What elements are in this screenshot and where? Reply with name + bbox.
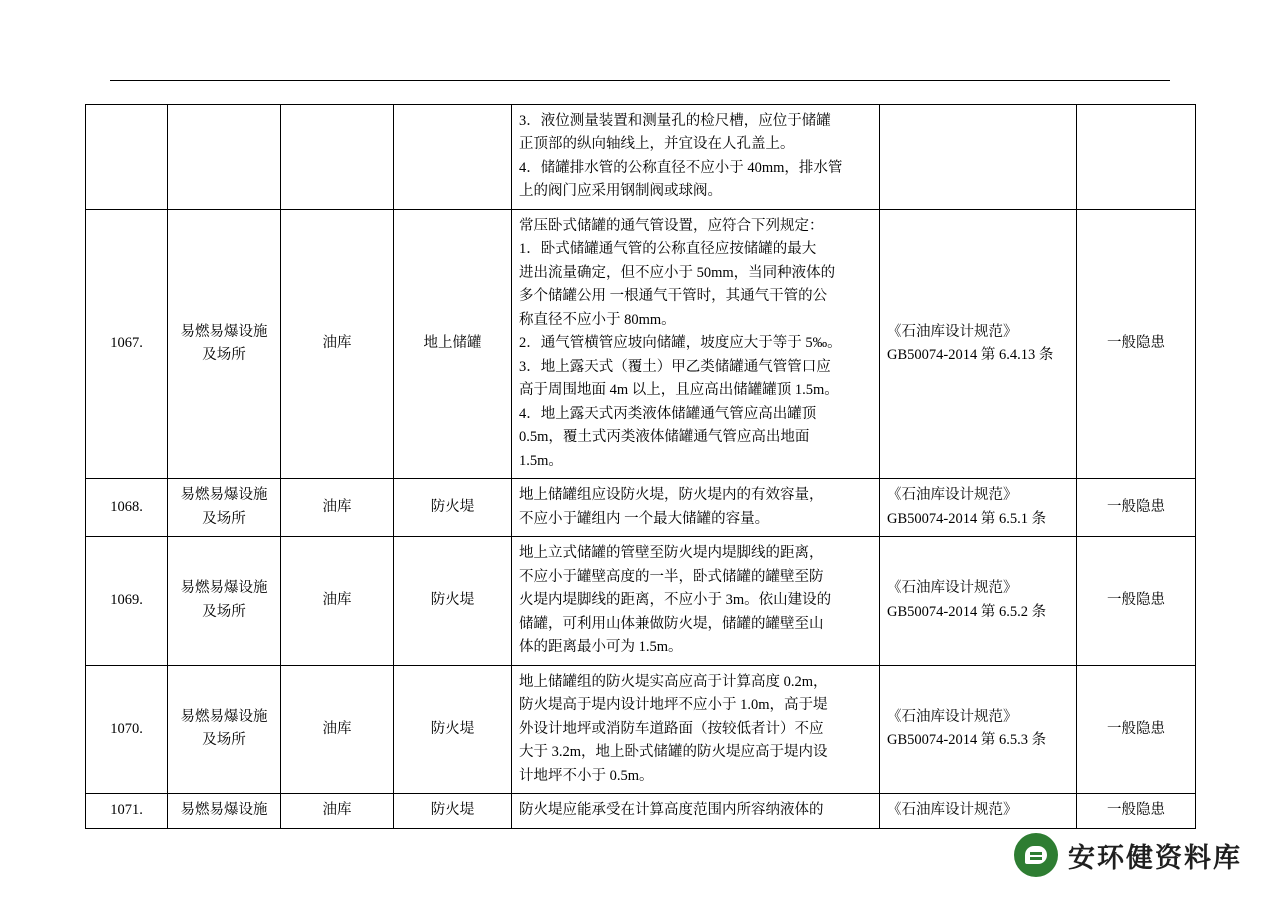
cell-reference	[880, 537, 1077, 665]
description-line: 地上储罐组的防火堤实高应高于计算高度 0.2m，	[519, 673, 828, 690]
category-line: 易燃易爆设施	[180, 708, 268, 725]
description-line: 外设计地坪或消防车道路面（按较低者计）不应	[519, 720, 824, 737]
cell-number: 1067.	[86, 209, 168, 478]
table-row	[86, 537, 1196, 665]
table-row	[86, 794, 1196, 828]
category-line: 及场所	[202, 510, 246, 527]
cell-description	[512, 665, 880, 793]
cell-level: 一般隐患	[1077, 665, 1196, 793]
reference-line: GB50074-2014 第 6.5.1 条	[887, 510, 1047, 527]
description-line: 上的阀门应采用钢制阀或球阀。	[519, 183, 722, 200]
cell-reference	[880, 665, 1077, 793]
watermark	[1014, 833, 1242, 877]
description-line: 火堤内堤脚线的距离，不应小于 3m。依山建设的	[519, 592, 832, 609]
watermark-label: 安环健资料库	[1068, 842, 1242, 873]
description-line: 称直径不应小于 80mm。	[519, 311, 676, 328]
cell-object: 防火堤	[394, 794, 512, 828]
description-line: 1．卧式储罐通气管的公称直径应按储罐的最大	[519, 241, 817, 258]
category-line: 及场所	[202, 603, 246, 620]
reference-line: 《石油库设计规范》	[887, 708, 1018, 725]
description-line: 进出流量确定，但不应小于 50mm，当同种液体的	[519, 264, 836, 281]
description-line: 大于 3.2m，地上卧式储罐的防火堤应高于堤内设	[519, 744, 828, 761]
cell-category	[168, 794, 281, 828]
cell-reference	[880, 105, 1077, 210]
cell-number: 1068.	[86, 479, 168, 537]
cell-object	[394, 105, 512, 210]
description-line: 储罐，可利用山体兼做防火堤，储罐的罐壁至山	[519, 615, 824, 632]
cell-object: 防火堤	[394, 479, 512, 537]
cell-reference	[880, 479, 1077, 537]
cell-description	[512, 209, 880, 478]
description-line: 1.5m。	[519, 452, 563, 469]
shield-leaf-icon	[1014, 833, 1058, 877]
cell-category	[168, 537, 281, 665]
reference-line: 《石油库设计规范》	[887, 802, 1018, 819]
cell-place: 油库	[281, 794, 394, 828]
cell-level	[1077, 105, 1196, 210]
cell-place: 油库	[281, 479, 394, 537]
header-rule	[110, 80, 1170, 81]
cell-place: 油库	[281, 209, 394, 478]
cell-number: 1070.	[86, 665, 168, 793]
cell-number: 1069.	[86, 537, 168, 665]
description-line: 不应小于罐组内 一个最大储罐的容量。	[519, 510, 770, 527]
cell-place: 油库	[281, 537, 394, 665]
description-line: 2．通气管横管应坡向储罐，坡度应大于等于 5‰。	[519, 335, 842, 352]
cell-level: 一般隐患	[1077, 479, 1196, 537]
category-line: 及场所	[202, 347, 246, 364]
cell-category	[168, 105, 281, 210]
reference-line: GB50074-2014 第 6.5.2 条	[887, 603, 1047, 620]
description-line: 不应小于罐壁高度的一半，卧式储罐的罐壁至防	[519, 568, 824, 585]
cell-level: 一般隐患	[1077, 794, 1196, 828]
description-line: 多个储罐公用 一根通气干管时，其通气干管的公	[519, 288, 828, 305]
description-line: 0.5m，覆土式丙类液体储罐通气管应高出地面	[519, 429, 810, 446]
description-line: 3．液位测量装置和测量孔的检尺槽，应位于储罐	[519, 113, 831, 129]
hazard-table-container	[85, 104, 1195, 829]
cell-place	[281, 105, 394, 210]
category-line: 易燃易爆设施	[180, 802, 268, 819]
description-line: 计地坪不小于 0.5m。	[519, 767, 654, 784]
table-row	[86, 105, 1196, 210]
description-line: 正顶部的纵向轴线上，并宜设在人孔盖上。	[519, 136, 795, 153]
reference-line: GB50074-2014 第 6.4.13 条	[887, 347, 1054, 364]
cell-object: 防火堤	[394, 665, 512, 793]
category-line: 易燃易爆设施	[180, 323, 268, 340]
reference-line: 《石油库设计规范》	[887, 580, 1018, 597]
cell-description	[512, 794, 880, 828]
description-line: 高于周围地面 4m 以上，且应高出储罐罐顶 1.5m。	[519, 382, 839, 399]
table-row	[86, 209, 1196, 478]
hazard-table	[85, 104, 1196, 829]
description-line: 地上立式储罐的管壁至防火堤内堤脚线的距离，	[519, 545, 824, 562]
cell-object: 地上储罐	[394, 209, 512, 478]
cell-description	[512, 105, 880, 210]
table-row	[86, 479, 1196, 537]
cell-description	[512, 479, 880, 537]
reference-line: 《石油库设计规范》	[887, 487, 1018, 504]
category-line: 易燃易爆设施	[180, 487, 268, 504]
cell-level: 一般隐患	[1077, 209, 1196, 478]
cell-number: 1071.	[86, 794, 168, 828]
category-line: 及场所	[202, 732, 246, 749]
description-line: 地上储罐组应设防火堤，防火堤内的有效容量，	[519, 487, 824, 504]
description-line: 体的距离最小可为 1.5m。	[519, 639, 683, 656]
table-body	[86, 105, 1196, 829]
description-line: 3．地上露天式（覆土）甲乙类储罐通气管管口应	[519, 358, 831, 375]
cell-object: 防火堤	[394, 537, 512, 665]
description-line: 4．储罐排水管的公称直径不应小于 40mm，排水管	[519, 159, 843, 176]
category-line: 易燃易爆设施	[180, 580, 268, 597]
reference-line: 《石油库设计规范》	[887, 323, 1018, 340]
description-line: 防火堤高于堤内设计地坪不应小于 1.0m，高于堤	[519, 697, 828, 714]
description-line: 防火堤应能承受在计算高度范围内所容纳液体的	[519, 802, 824, 819]
cell-reference	[880, 794, 1077, 828]
cell-place: 油库	[281, 665, 394, 793]
description-line: 常压卧式储罐的通气管设置，应符合下列规定：	[519, 217, 824, 234]
description-line: 4．地上露天式丙类液体储罐通气管应高出罐顶	[519, 405, 817, 422]
cell-description	[512, 537, 880, 665]
cell-category	[168, 665, 281, 793]
cell-number	[86, 105, 168, 210]
reference-line: GB50074-2014 第 6.5.3 条	[887, 732, 1047, 749]
cell-level: 一般隐患	[1077, 537, 1196, 665]
cell-category	[168, 479, 281, 537]
table-row	[86, 665, 1196, 793]
cell-reference	[880, 209, 1077, 478]
cell-category	[168, 209, 281, 478]
